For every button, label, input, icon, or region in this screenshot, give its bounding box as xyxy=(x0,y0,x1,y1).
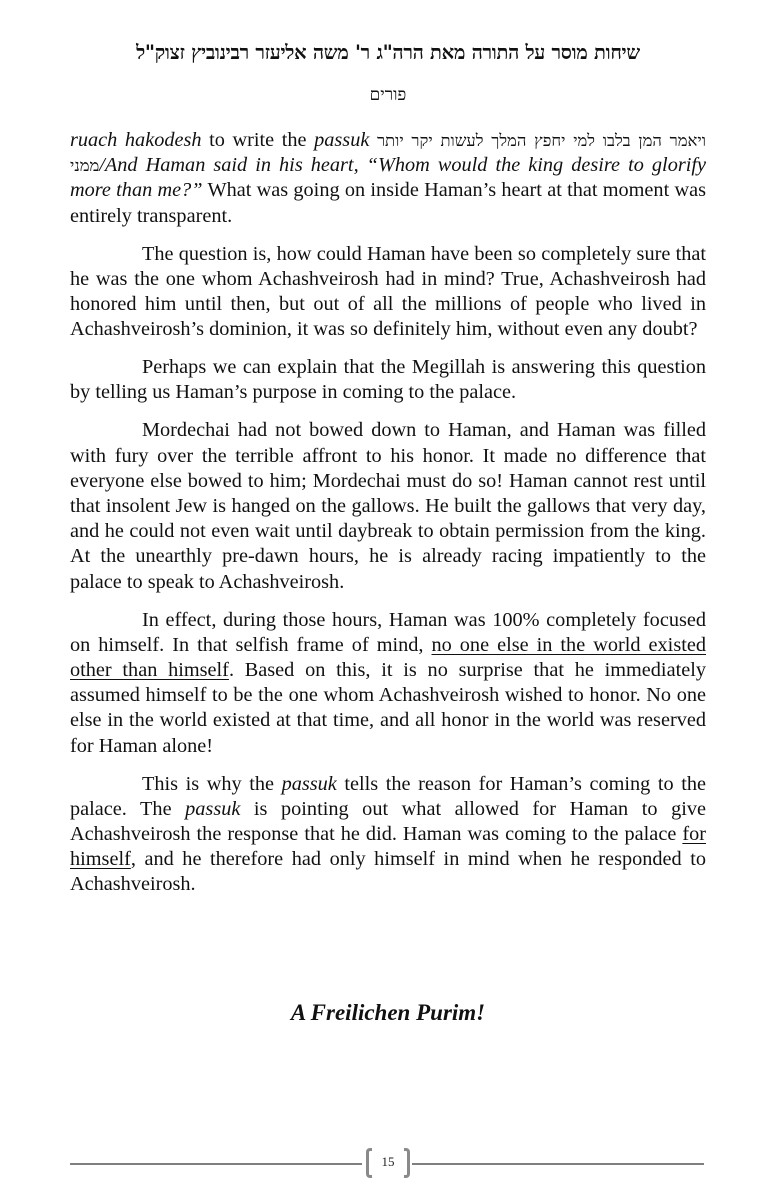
paragraph-3: Perhaps we can explain that the Megillah is answering this question by telling us Haman’s purpose in coming to the palace. xyxy=(70,356,706,404)
text-run: to write the xyxy=(201,129,315,151)
paragraph-6 xyxy=(70,772,706,898)
italic-translation: /And Haman said in his heart, “Whom would the king desire to glorify more than me?” xyxy=(70,154,706,202)
italic-term: passuk xyxy=(314,129,370,151)
right-brace-icon xyxy=(404,1148,410,1178)
text-run: In effect, during those hours, Haman was 100% completely focused on himself. In that selfish frame of mind, xyxy=(70,608,706,656)
page-footer xyxy=(70,1145,706,1185)
body-text xyxy=(70,128,706,910)
paragraph-4: Mordechai had not bowed down to Haman, and Haman was filled with fury over the terrible affront to his honor. It made no difference that everyone else bowed to him; Mordechai must do so! Haman cannot rest until that insolent Jew is hanged on the gallows. He built the gallows that very day, and he could not even wait until daybreak to obtain permission from the king. At the unearthly pre-dawn hours, he is already racing impatiently to the palace to speak to Achashveirosh. xyxy=(70,419,706,593)
footer-rule-right xyxy=(412,1163,704,1165)
text-run: tells the reason for Haman’s coming to the palace. The xyxy=(70,772,706,820)
text-run: is pointing out what allowed for Haman to give Achashveirosh the response that he did. Haman was coming to the palace xyxy=(70,797,706,846)
paragraph-5 xyxy=(70,608,706,759)
running-header-title: שיחות מוסר על התורה מאת הרה"ג ר' משה אליעזר רבינוביץ זצוק"ל xyxy=(136,41,640,64)
paragraph-2: The question is, how could Haman have been so completely sure that he was the one whom Achashveirosh had in mind? True, Achashveirosh had honored him until then, but out of all the millions of people who lived in Achashveirosh’s dominion, it was so definitely him, without even any doubt? xyxy=(70,242,706,341)
page-number: 15 xyxy=(381,1154,395,1169)
underlined-phrase: for himself xyxy=(70,823,706,871)
italic-term: passuk xyxy=(185,797,241,820)
underlined-phrase: no one else in the world existed other than himself xyxy=(70,633,706,682)
paragraph-1 xyxy=(70,128,706,229)
text-run: , and he therefore had only himself in mind when he responded to Achashveirosh. xyxy=(70,848,706,896)
running-header-subtitle: פורים xyxy=(369,85,407,105)
text-run: This is why the xyxy=(142,772,282,795)
text-run: . Based on this, it is no surprise that he immediately assumed himself to be the one whom Achashveirosh wished to honor. No one else in the world existed at that time, and all honor in the world was reserved for Haman alone! xyxy=(70,659,706,757)
closing-greeting: A Freilichen Purim! xyxy=(290,1000,486,1025)
hebrew-quote: ויאמר המן בלבו למי יחפץ המלך לעשות יקר יותר ממני xyxy=(70,131,706,176)
footer-rule-left xyxy=(70,1163,362,1165)
italic-term: ruach hakodesh xyxy=(70,129,202,151)
text-run: What was going on inside Haman’s heart at that moment was entirely transparent. xyxy=(70,179,706,227)
italic-term: passuk xyxy=(281,772,337,795)
